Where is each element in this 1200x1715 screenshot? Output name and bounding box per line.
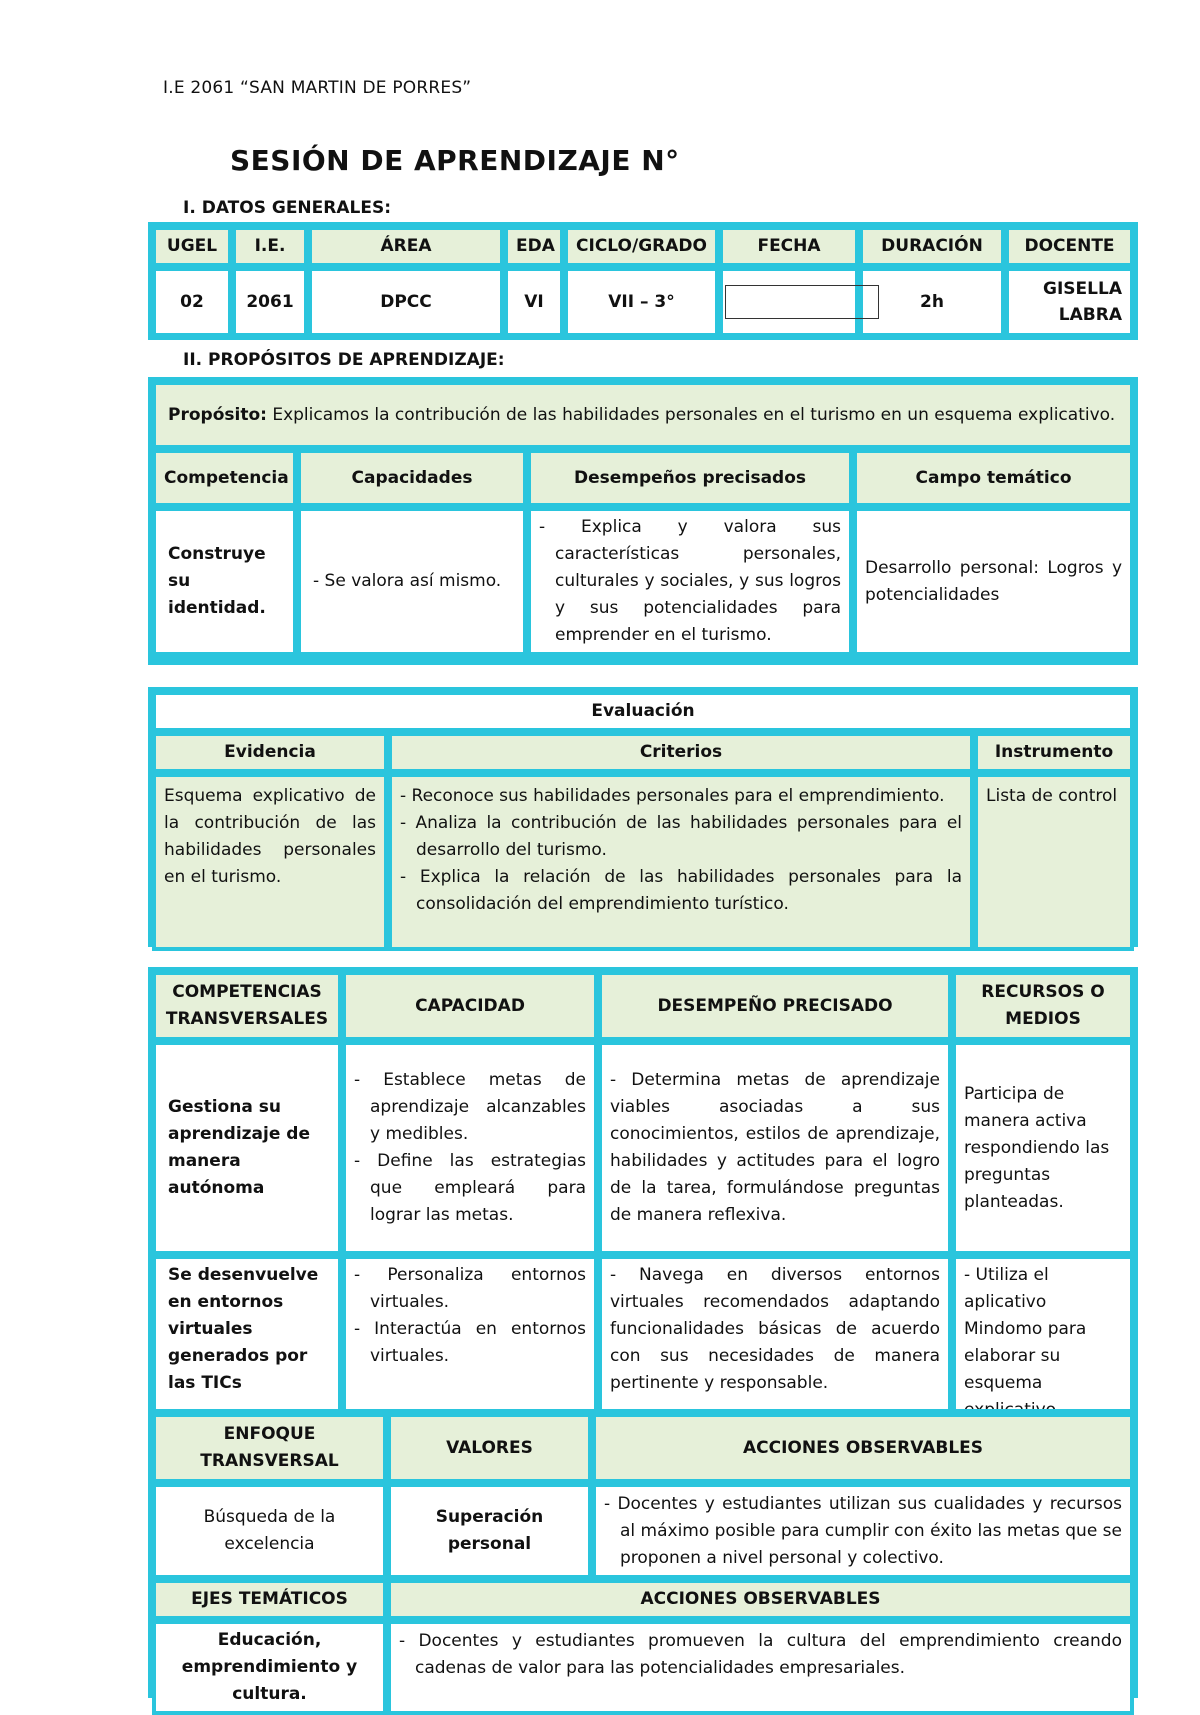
- header-ejes-tematicos: EJES TEMÁTICOS: [152, 1579, 387, 1620]
- desempeno-text: - Explica y valora sus características personales, culturales y sociales, y sus logros y sus potencialidades para emprender en el turismo.: [539, 517, 841, 645]
- value-ciclo: VII – 3°: [564, 267, 719, 337]
- header-enfoque: ENFOQUE TRANSVERSAL: [152, 1413, 387, 1483]
- transversal-recursos: - Utiliza el aplicativo Mindomo para elaborar su esquema: [952, 1255, 1134, 1431]
- header-desempeno-precisado: DESEMPEÑO PRECISADO: [598, 971, 952, 1041]
- capacidad-item: - Define las estrategias que empleará para lograr las metas.: [354, 1151, 586, 1225]
- evaluacion-title: Evaluación: [152, 691, 1134, 732]
- fecha-cell: [719, 267, 859, 337]
- header-acciones-observables: ACCIONES OBSERVABLES: [387, 1579, 1134, 1620]
- header-instrumento: Instrumento: [974, 732, 1134, 773]
- header-ugel: UGEL: [152, 226, 232, 267]
- header-ciclo: CICLO/GRADO: [564, 226, 719, 267]
- transversal-desempeno: - Navega en diversos entornos virtuales recomendados adaptando funcionalidades básicas de acuerdo con sus necesidades de manera pertinente y responsable.: [598, 1255, 952, 1431]
- criterio-item: - Analiza la contribución de las habilidades personales para el desarrollo del turismo.: [400, 813, 962, 860]
- value-docente: GISELLA LABRA: [1005, 267, 1134, 337]
- criterio-item: - Explica la relación de las habilidades personales para la consolidación del emprendimiento turístico.: [400, 867, 962, 914]
- header-acciones: ACCIONES OBSERVABLES: [592, 1413, 1134, 1483]
- header-capacidad: CAPACIDAD: [342, 971, 598, 1041]
- datos-generales-table: [152, 226, 1134, 337]
- evidencia-value: Esquema explicativo de la contribución de las habilidades personales en el turismo.: [152, 773, 388, 951]
- header-campo-tematico: Campo temático: [853, 449, 1134, 507]
- value-duracion: 2h: [859, 267, 1005, 337]
- valor-value: Superación personal: [387, 1483, 592, 1579]
- evaluacion-table: [152, 691, 1134, 951]
- header-competencia: Competencia: [152, 449, 297, 507]
- header-criterios: Criterios: [388, 732, 974, 773]
- capacidad-value: - Se valora así mismo.: [297, 507, 527, 656]
- header-valores: VALORES: [387, 1413, 592, 1483]
- enfoque-value: Búsqueda de la excelencia: [152, 1483, 387, 1579]
- propositos-table: [152, 381, 1134, 656]
- capacidad-item: - Interactúa en entornos virtuales.: [354, 1319, 586, 1366]
- proposito-cell: [152, 381, 1134, 449]
- instrumento-value: Lista de control: [974, 773, 1134, 951]
- eje-value: Educación, emprendimiento y cultura.: [152, 1620, 387, 1715]
- desempeno-value: [527, 507, 853, 656]
- acciones-text: - Docentes y estudiantes utilizan sus cualidades y recursos al máximo posible para cumplir con éxito las metas que se proponen a nivel personal y colectivo.: [604, 1494, 1122, 1568]
- header-eda: EDA: [504, 226, 564, 267]
- proposito-text: Explicamos la contribución de las habilidades personales en el turismo en un esquema explicativo.: [266, 404, 1116, 425]
- header-capacidades: Capacidades: [297, 449, 527, 507]
- value-eda: VI: [504, 267, 564, 337]
- transversal-desempeno: - Determina metas de aprendizaje viables asociadas a sus conocimientos, estilos de aprendizaje, habilidades y actitudes para el logro de la tarea, formulándose preguntas de manera reflexiva.: [598, 1041, 952, 1255]
- eje-acciones-value: [387, 1620, 1134, 1715]
- header-ie: I.E.: [232, 226, 308, 267]
- header-docente: DOCENTE: [1005, 226, 1134, 267]
- fecha-input[interactable]: [725, 285, 879, 319]
- header-competencias-transversales: COMPETENCIAS TRANSVERSALES: [152, 971, 342, 1041]
- school-name: I.E 2061 “SAN MARTIN DE PORRES”: [163, 78, 472, 98]
- capacidad-item: - Personaliza entornos virtuales.: [354, 1265, 586, 1312]
- value-ugel: 02: [152, 267, 232, 337]
- campo-value: Desarrollo personal: Logros y potencialidades: [853, 507, 1134, 656]
- value-ie: 2061: [232, 267, 308, 337]
- page-title: SESIÓN DE APRENDIZAJE N°: [230, 144, 680, 177]
- criterio-item: - Reconoce sus habilidades personales para el emprendimiento.: [400, 786, 945, 806]
- transversal-competencia: Gestiona su aprendizaje de manera autónoma: [152, 1041, 342, 1255]
- eje-acciones-text: - Docentes y estudiantes promueven la cultura del emprendimiento creando cadenas de valor para las potencialidades empresariales.: [399, 1631, 1122, 1678]
- header-area: ÁREA: [308, 226, 504, 267]
- transversal-capacidades: [342, 1255, 598, 1431]
- competencia-value: Construye su identidad.: [152, 507, 297, 656]
- transversal-recursos: Participa de manera activa respondiendo las preguntas planteadas.: [952, 1041, 1134, 1255]
- transversal-capacidades: [342, 1041, 598, 1255]
- acciones-value: [592, 1483, 1134, 1579]
- section-propositos-label: II. PROPÓSITOS DE APRENDIZAJE:: [183, 350, 505, 370]
- header-fecha: FECHA: [719, 226, 859, 267]
- header-evidencia: Evidencia: [152, 732, 388, 773]
- criterios-list: [388, 773, 974, 951]
- value-area: DPCC: [308, 267, 504, 337]
- header-desempenos: Desempeños precisados: [527, 449, 853, 507]
- header-duracion: DURACIÓN: [859, 226, 1005, 267]
- transversales-table: [152, 971, 1134, 1431]
- proposito-label: Propósito:: [168, 404, 267, 425]
- capacidad-item: - Establece metas de aprendizaje alcanzables y medibles.: [354, 1070, 586, 1144]
- header-recursos: RECURSOS O MEDIOS: [952, 971, 1134, 1041]
- enfoque-table: [152, 1413, 1134, 1715]
- transversal-competencia: Se desenvuelve en entornos virtuales generados por las TICs: [152, 1255, 342, 1431]
- section-datos-generales-label: I. DATOS GENERALES:: [183, 198, 392, 218]
